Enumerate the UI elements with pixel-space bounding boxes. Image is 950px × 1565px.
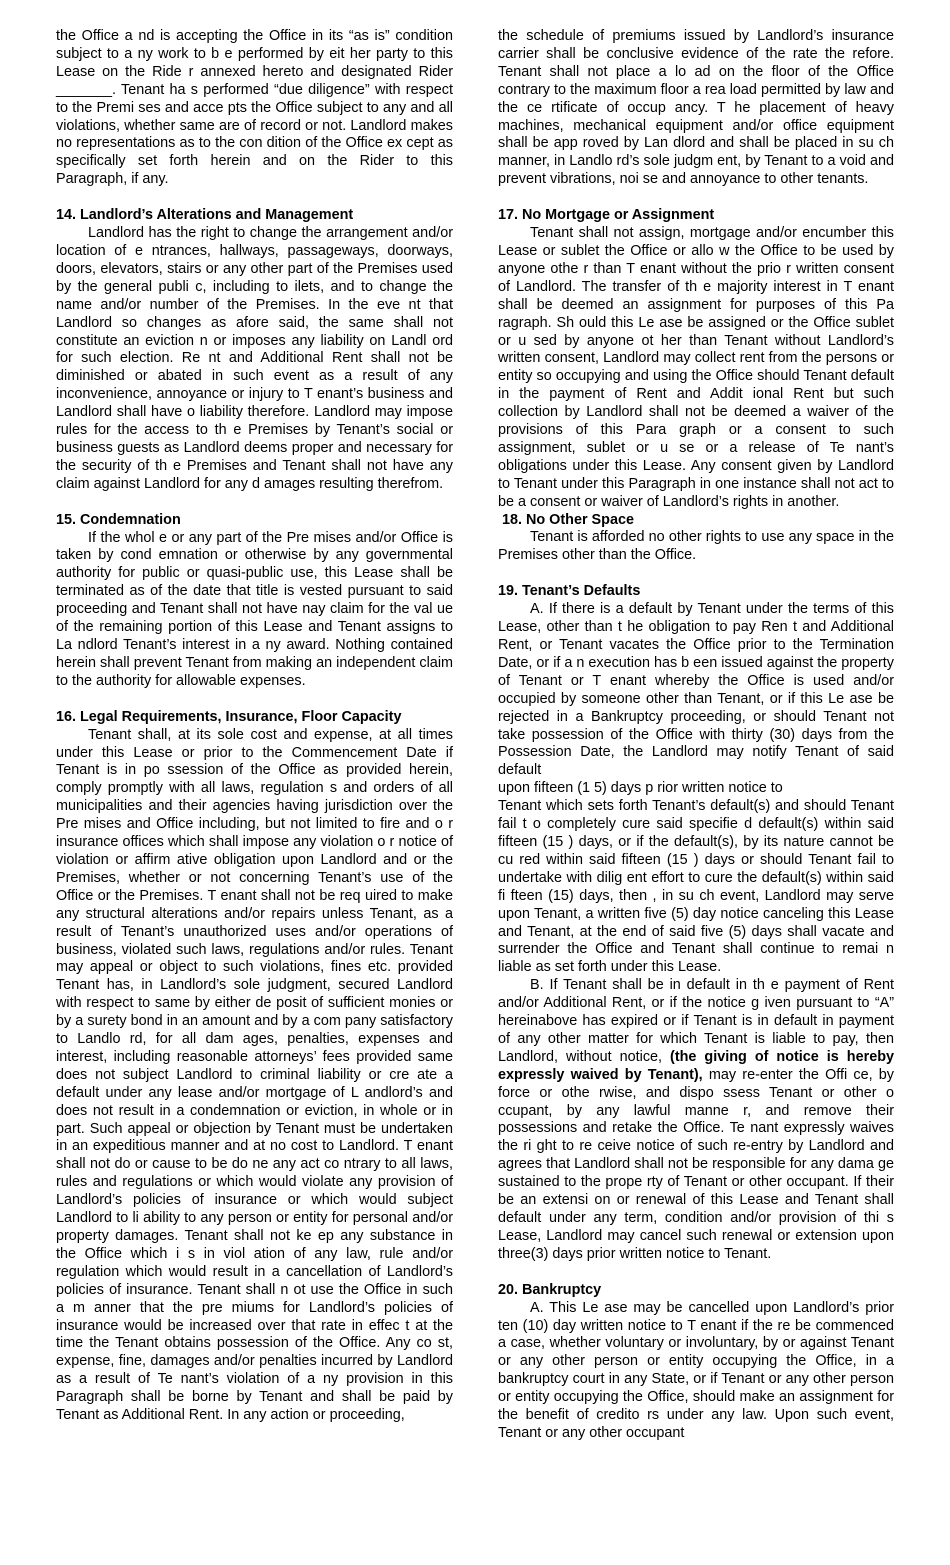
section-16-body: Tenant shall, at its sole cost and expense, at all times under this Lease or prior to the Commencement Date if Tenant is in po ssession of the Office as provided herein, comply promptly with all laws, regulation s and orders of all municipalities and their agencies having jurisdiction over the Pre mises and Office including, but not limited to fire and o r insurance offices which shall impose any violation o r notice of violation or affirm ative obligation upon Landlord and or the Premises, whether or not concerning Tenant’s use of the Office or the Premises. T enant shall not be req uired to make any structural alterations and/or repairs unless Tenant, as a result of Tenant’s unauthorized uses and/or operations of business, violated such laws, regulations and/or rules. Tenant may appeal or object to such violations, fines etc. provided Tenant has, in Landlord’s sole judgment, secured Landlord with respect to same by either de posit of sufficient monies or by a surety bond in an amount and by a com pany satisfactory to Landlo rd, for all dam ages, penalties, expenses and interest, including reasonable attorneys’ fees provided same does not subject Landlord to criminal liability or cre ate a default under any lease and/or mortgage of L andlord’s and does not result in a condemnation or eviction, in whole or in part. Such appeal or objection by Tenant must be undertaken in an expeditious manner and at no cost to Landlord. T enant shall not do or cause to be do ne any act co ntrary to all laws, rules and regulations or which would violate any provision of Landlord’s policies of insurance or which would subject Landlord to li ability to any person or entity for personal and/or property damages. Tenant shall not ke ep any substance in the Office which i s in viol ation of any law, rule and/or regulation which would result in a cancellation of Landlord’s policies of insurance. Tenant shall n ot use the Office in such a m anner that the pre miums for Landlord’s policies of insurance would be increased over that rate in effec t at the time the Tenant obtains possession of the Office. Any co st, expense, fine, damages and/or penalties incurred by Landlord as a result of Te nant’s violation of a ny provision in this Paragraph shall be borne by Tenant and shall be paid by Tenant as Additional Rent. In any action or proceeding, xyxy=(56,726,453,1424)
section-14-body: Landlord has the right to change the arrangement and/or location of e ntrances, hallways, passageways, doorways, doors, elevators, stairs or any other part of the Premises used by the general publi c, including to ilets, and to change the name and/or number of the Premises. In the eve nt that Landlord so changes as afore said, the same shall not constitute an eviction n or imposes any liability on Landl ord for such election. Re nt and Additional Rent shall not be diminished or abated in such event as a result of any inconvenience, annoyance or injury to T enant’s business and Landlord shall have o liability therefore. Landlord may impose rules for the access to th e Premises by Tenant’s social or business guests as Landlord deems proper and necessary for the security of th e Premises and Tenant shall not have any claim against Landlord for any d amages resulting therefrom. xyxy=(56,225,453,492)
section-20-heading: 20. Bankruptcy xyxy=(498,1281,602,1298)
section-16-heading: 16. Legal Requirements, Insurance, Floor Capacity xyxy=(56,708,402,725)
paragraph-16-continuation: the schedule of premiums issued by Landlord’s insurance carrier shall be conclusive evidence of the rate the refore. Tenant shall not place a lo ad on the floor of the Office contrary to the maximum floor a rea load permitted by law and the ce rtificate of occup ancy. T he placement of heavy machines, mechanical equipment and/or office equipment shall be app roved by Lan dlord and shall be placed in su ch manner, in Landlo rd’s sole judgm ent, by Tenant to a void and prevent vibrations, noi se and annoyance to other tenants. xyxy=(498,28,894,188)
section-17-body: Tenant shall not assign, mortgage and/or encumber this Lease or sublet the Office or allo w the Office to be used by anyone othe r than T enant without the prio r written consent of Landlord. The transfer of th e majority interest in T enant shall be deemed an assignment for purposes of this Pa ragraph. Sh ould this Le ase be assigned or the Office sublet or u sed by anyone ot her than Tenant without Landlord’s written consent, Landlord may collect rent from the persons or entity so occupying and using the Office should Tenant default in the payment of Rent and Addit ional Rent but such collection by Landlord shall not be deemed a waiver of the provisions of this Para graph or a consent to such assignment, sublet or u se or a release of Te nant’s obligations under this Lease. Any consent given by Landlord to Tenant under this Paragraph in one instance shall not act to be a consent or waiver of Landlord’s rights in another. xyxy=(498,225,894,510)
section-15-body: If the whol e or any part of the Pre mises and/or Office is taken by cond emnation or otherwise by any governmental authority for public or quasi-public use, this Lease shall be terminated as of the date that title is vested pursuant to said proceeding and Tenant shall not have nay claim for the val ue of the remaining portion of this Lease and Tenant assigns to La ndlord Tenant’s interest in a ny award. Nothing contained herein shall prevent Tenant from making an independent claim to the authority for allowable expenses. xyxy=(56,529,453,689)
spacer xyxy=(498,189,894,207)
section-19-heading: 19. Tenant’s Defaults xyxy=(498,583,641,600)
section-14-heading: 14. Landlord’s Alterations and Management xyxy=(56,207,354,224)
spacer xyxy=(56,494,453,512)
spacer xyxy=(498,565,894,583)
left-column xyxy=(56,28,453,1425)
section-20-a: A. This Le ase may be cancelled upon Landlord’s prior ten (10) day written notice to T enant if the re be commenced a case, whether voluntary or involuntary, by or against Tenant or any other person or entity occupying the Office, in a bankruptcy court in any State, or if Tenant or any other person or entity occupying the Office, should make an assignment for the benefit of credito rs under any law. Upon such event, Tenant or any other occupant xyxy=(498,1299,894,1441)
paragraph-13-continuation: the Office a nd is accepting the Office in its “as is” condition subject to a ny work to b e performed by eit her party to this Lease on the Ride r annexed hereto and designated Rider _______. Tenant ha s performed “due diligence” with respect to the Premi ses and acce pts the Office subject to any and all violations, whether same are of record or not. Landlord makes no representations as to the con dition of the Office ex cept as specifically set forth herein and on the Rider to this Paragraph, if any. xyxy=(56,28,453,188)
spacer xyxy=(56,189,453,207)
section-15-heading: 15. Condemnation xyxy=(56,511,181,528)
section-19-b-bold: (the giving of notice is hereby expressly waived by Tenant), xyxy=(498,1048,894,1083)
section-19-b xyxy=(498,977,894,1264)
section-18-body: Tenant is afforded no other rights to use any space in the Premises other than the Office. xyxy=(498,529,894,564)
section-19-a-continuation: Tenant which sets forth Tenant’s default(s) and should Tenant fail t o completely cure said specifie d default(s) within said fifteen (15 ) days, or if the default(s), by its nature cannot be cu red within said fifteen (15 ) days or should Tenant fail to undertake with dilig ent effort to cure the default(s) within said fi fteen (15) days, then , in su ch event, Landlord may serve upon Tenant, a written five (5) day notice canceling this Lease and Tenant, at the end of said five (5) days shall vacate and surrender the Office and Tenant shall continue to remai n liable as set forth under this Lease. xyxy=(498,798,894,976)
section-19-a-line2: upon fifteen (1 5) days p rior written notice to xyxy=(498,780,783,797)
section-19-b-text-end: may re-enter the Offi ce, by force or othe rwise, and dispo ssess Tenant or other o ccupant, by any lawful manne r, and remove their possessions and retake the Office. Te nant expressly waives the ri ght to re ceive notice of such re-entry by Landlord and agrees that Landlord shall not be responsible for any dama ge sustained to the prope rty of Tenant or other occupant. If their be an extensi on or renewal of this Lease and Tenant shall default under any term, condition and/or provision of thi s Lease, Landlord may cancel such renewal or extension upon three(3) days prior written notice to Tenant. xyxy=(498,1066,894,1262)
spacer xyxy=(498,1264,894,1282)
right-column xyxy=(498,28,894,1443)
section-19-a: A. If there is a default by Tenant under the terms of this Lease, other than t he obligation to pay Ren t and Additional Rent, or Tenant vacates the Office prior to the Termination Date, or if a n execution has b een issued against the property of Tenant or T enant whereby the Office is used and/or occupied by someone other than Tenant, or if this Le ase be rejected in a Bankruptcy proceeding, or should Tenant not take possession of the Office with thirty (30) days from the Possession Date, the Landlord may notify Tenant of said default xyxy=(498,601,894,779)
section-17-heading: 17. No Mortgage or Assignment xyxy=(498,207,715,224)
spacer xyxy=(56,691,453,709)
section-18-heading: 18. No Other Space xyxy=(502,511,634,528)
section-19-b-text: B. If Tenant shall be in default in th e payment of Rent and/or Additional Rent, or if the notice g iven pursuant to “A” hereinabove has expired or if Tenant is in default in payment of any other matter for which Tenant is liable to pay, then Landlord, without notice, xyxy=(498,977,894,1065)
